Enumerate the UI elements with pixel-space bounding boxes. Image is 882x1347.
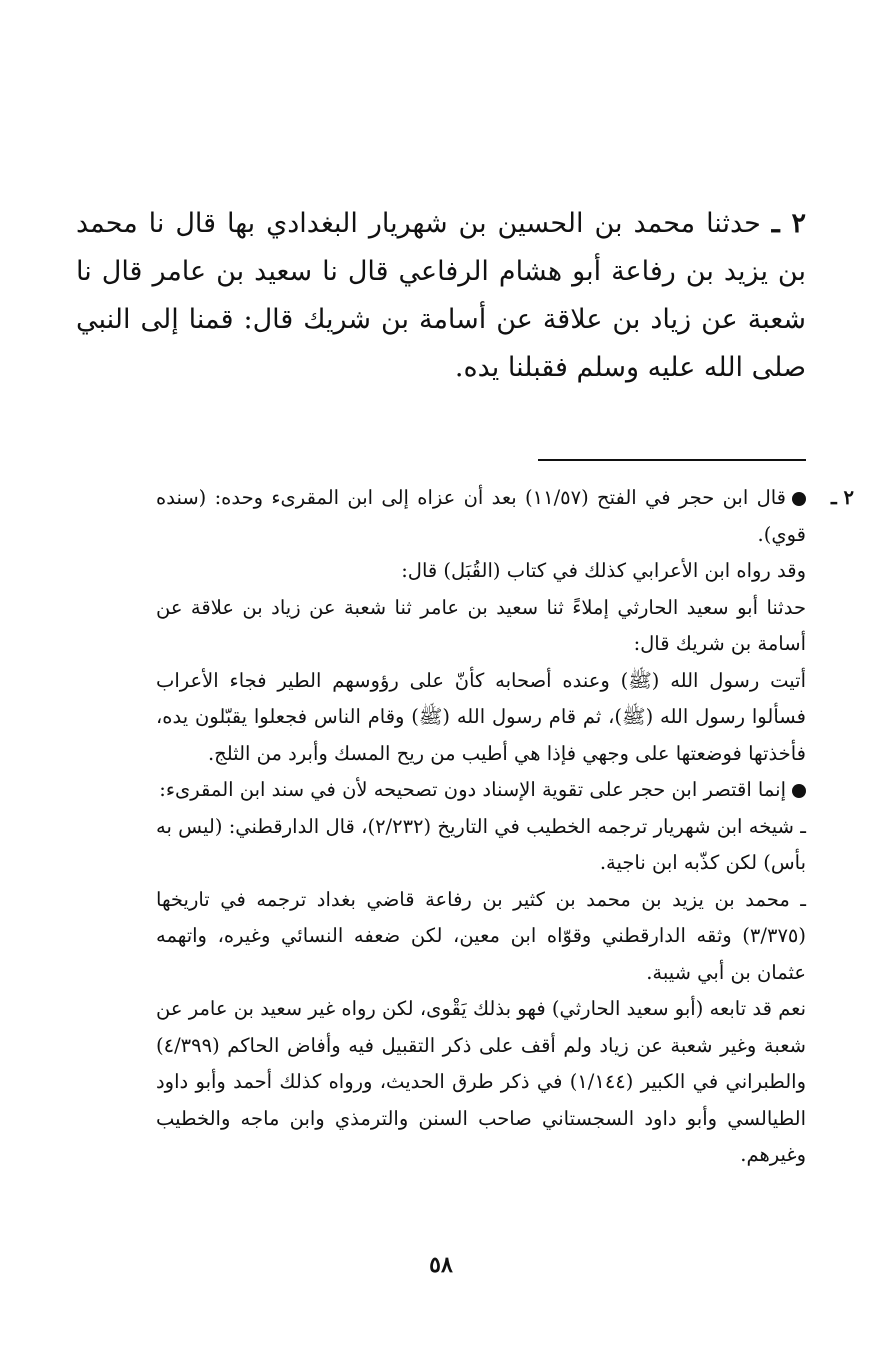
hadith-number: ٢ ـ	[771, 208, 806, 239]
footnote-paragraph-1	[156, 480, 854, 553]
footnotes	[156, 480, 854, 1174]
footnote-paragraph-7: ـ محمد بن يزيد بن محمد بن كثير بن رفاعة قاضي بغداد ترجمه في تاريخها (٣/٣٧٥) وثقه الدارقطني وقوّاه ابن معين، لكن ضعفه النسائي وغيره، واتهمه عثمان بن أبي شيبة.	[156, 887, 806, 984]
footnote-paragraph-2: وقد رواه ابن الأعرابي كذلك في كتاب (القُبَل) قال:	[401, 559, 806, 582]
bullet-icon	[792, 492, 806, 506]
footnote-paragraph-8: نعم قد تابعه (أبو سعيد الحارثي) فهو بذلك يَقْوى، لكن رواه غير سعيد بن عامر عن شعبة وغير شعبة عن زياد ولم أقف على ذكر التقبيل فيه وأفاض الحاكم (٤/٣٩٩) والطبراني في الكبير (١/١٤٤) في ذكر طرق الحديث، ورواه كذلك أحمد وأبو داود الطيالسي وأبو داود السجستاني صاحب السنن والترمذي وابن ماجه والخطيب وغيرهم.	[156, 997, 807, 1166]
footnote-text: قال ابن حجر في الفتح (١١/٥٧) بعد أن عزاه إلى ابن المقرىء وحده: (سنده قوي).	[156, 486, 806, 546]
main-hadith-text	[76, 200, 806, 392]
bullet-icon	[792, 784, 806, 798]
hadith-body: حدثنا محمد بن الحسين بن شهريار البغدادي بها قال نا محمد بن يزيد بن رفاعة أبو هشام الرفاعي قال نا سعيد بن عامر قال نا شعبة عن زياد بن علاقة عن أسامة بن شريك قال: قمنا إلى النبي صلى الله عليه وسلم فقبلنا يده.	[76, 208, 806, 383]
footnote-number: ٢ ـ	[831, 486, 854, 509]
footnote-paragraph-4: أتيت رسول الله (ﷺ) وعنده أصحابه كأنّ على رؤوسهم الطير فجاء الأعراب فسألوا رسول الله (ﷺ)، ثم قام رسول الله (ﷺ) وقام الناس فجعلوا يقبّلون يده، فأخذتها فوضعتها على وجهي فإذا هي أطيب من ريح المسك وأبرد من الثلج.	[156, 668, 806, 765]
footnote-paragraph-5	[156, 772, 806, 809]
footnote-text: إنما اقتصر ابن حجر على تقوية الإسناد دون تصحيحه لأن في سند ابن المقرىء:	[159, 778, 786, 801]
footnote-separator	[538, 459, 806, 461]
page-number: ٥٨	[429, 1252, 453, 1278]
footnote-paragraph-6: ـ شيخه ابن شهريار ترجمه الخطيب في التاريخ (٢/٢٣٢)، قال الدارقطني: (ليس به بأس) لكن كذّبه ابن ناجية.	[156, 814, 806, 874]
footnote-paragraph-3: حدثنا أبو سعيد الحارثي إملاءً ثنا سعيد بن عامر ثنا شعبة عن زياد بن علاقة عن أسامة بن شريك قال:	[156, 595, 806, 655]
